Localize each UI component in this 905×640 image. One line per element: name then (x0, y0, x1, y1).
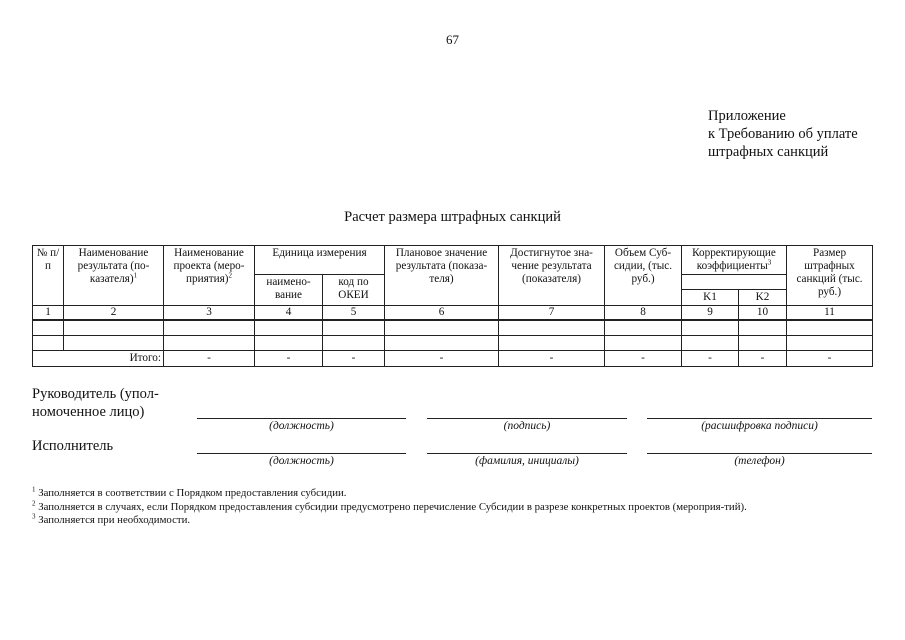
head-position-line (197, 418, 406, 419)
header-result: Наименование результата (по-казателя)$^1$ (64, 246, 164, 306)
total-cell: - (385, 350, 499, 366)
header-k1: K1 (682, 290, 739, 306)
head-label: Руководитель (упол-номоченное лицо) (32, 386, 159, 420)
col-number: 7 (499, 306, 605, 321)
head-caption-signature: (подпись) (503, 420, 551, 432)
total-cell: - (682, 350, 739, 366)
table-cell (323, 320, 385, 335)
table-row (33, 320, 873, 335)
header-k2: K2 (739, 290, 787, 306)
header-achieved: Достигнутое зна-чение результата (показателя) (499, 246, 605, 306)
appendix-header (708, 107, 858, 161)
table-cell (499, 320, 605, 335)
footnote: $^1$ Заполняется в соответствии с Порядком предоставления субсидии. (32, 485, 347, 499)
appendix-line-2: к Требованию об уплате (708, 126, 858, 142)
table-cell (64, 320, 164, 335)
header-coefficients: Корректирующие коэффициенты$^3$ (682, 246, 787, 275)
executor-name-line (427, 453, 627, 454)
document-title: Расчет размера штрафных санкций (344, 209, 561, 225)
page-number: 67 (446, 32, 459, 47)
header-unit: Единица измерения (255, 246, 385, 275)
col-number: 5 (323, 306, 385, 321)
table-cell (605, 320, 682, 335)
executor-phone-line (647, 453, 872, 454)
table-row (33, 335, 873, 350)
table-cell (787, 320, 873, 335)
total-cell: - (605, 350, 682, 366)
table-cell (739, 335, 787, 350)
header-unit-name: наимено-вание (255, 275, 323, 306)
head-caption-name: (расшифровка подписи) (701, 420, 818, 432)
col-number: 6 (385, 306, 499, 321)
total-label: Итого: (33, 350, 164, 366)
footnotes (32, 487, 874, 528)
total-row (33, 350, 873, 366)
table-cell (682, 320, 739, 335)
appendix-line-1: Приложение (708, 108, 786, 124)
total-cell: - (739, 350, 787, 366)
column-number-row (33, 306, 873, 321)
footnote: $^2$ Заполняется в случаях, если Порядком предоставления субсидии предусмотрено перечисление Субсидии в разрезе конкретных проектов (мероприя-тий). (32, 498, 747, 513)
col-number: 10 (739, 306, 787, 321)
executor-caption-phone: (телефон) (734, 455, 785, 467)
header-num: № п/п (33, 246, 64, 306)
total-cell: - (255, 350, 323, 366)
table-cell (255, 335, 323, 350)
col-number: 1 (33, 306, 64, 321)
table-cell (605, 335, 682, 350)
table-cell (385, 335, 499, 350)
head-signature-line (427, 418, 627, 419)
header-plan: Плановое значение результата (показа-теля) (385, 246, 499, 306)
appendix-line-3: штрафных санкций (708, 144, 829, 160)
col-number: 9 (682, 306, 739, 321)
table-cell (33, 320, 64, 335)
executor-caption-position: (должность) (269, 455, 334, 467)
penalty-calculation-table (32, 245, 873, 367)
header-project: Наименование проекта (меро-приятия)$^2$ (164, 246, 255, 306)
table-cell (33, 335, 64, 350)
table-cell (64, 335, 164, 350)
header-row-1 (33, 246, 873, 275)
head-caption-position: (должность) (269, 420, 334, 432)
executor-label: Исполнитель (32, 438, 114, 454)
col-number: 4 (255, 306, 323, 321)
header-penalty-size: Размер штрафных санкций (тыс. руб.) (787, 246, 873, 306)
col-number: 3 (164, 306, 255, 321)
table-cell (499, 335, 605, 350)
total-cell: - (164, 350, 255, 366)
table-cell (255, 320, 323, 335)
col-number: 8 (605, 306, 682, 321)
header-unit-code: код по ОКЕИ (323, 275, 385, 306)
table-cell (682, 335, 739, 350)
executor-caption-name: (фамилия, инициалы) (475, 455, 579, 467)
footnote: $^3$ Заполняется при необходимости. (32, 512, 191, 526)
total-cell: - (499, 350, 605, 366)
table-cell (739, 320, 787, 335)
table-cell (164, 320, 255, 335)
table-cell (323, 335, 385, 350)
col-number: 11 (787, 306, 873, 321)
header-volume: Объем Суб-сидии, (тыс. руб.) (605, 246, 682, 306)
header-coef-spacer (682, 275, 787, 290)
table-cell (385, 320, 499, 335)
executor-position-line (197, 453, 406, 454)
total-cell: - (323, 350, 385, 366)
table-cell (787, 335, 873, 350)
table-cell (164, 335, 255, 350)
total-cell: - (787, 350, 873, 366)
head-name-line (647, 418, 872, 419)
col-number: 2 (64, 306, 164, 321)
